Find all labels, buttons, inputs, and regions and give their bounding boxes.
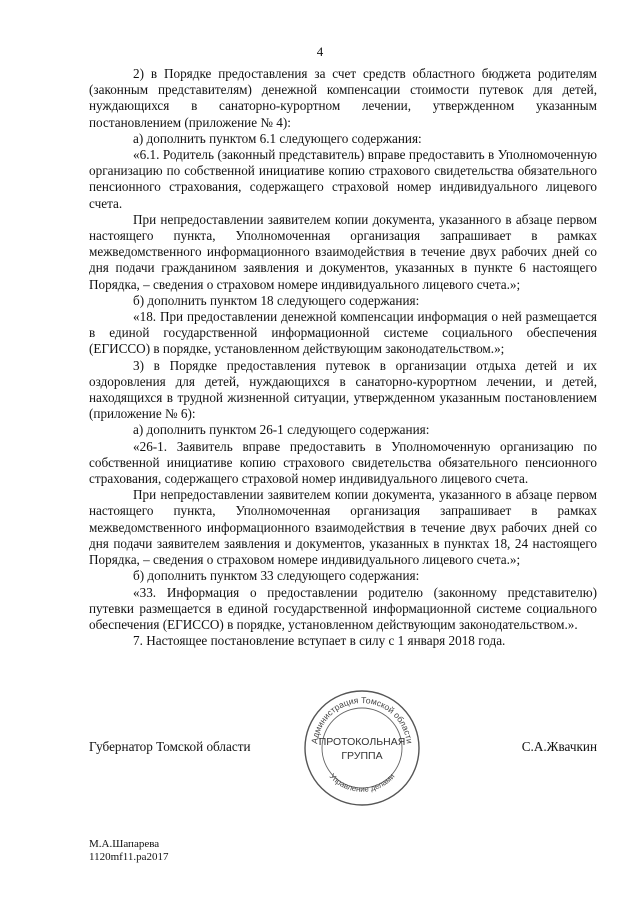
paragraph: б) дополнить пунктом 33 следующего содержания: [133, 568, 420, 584]
paragraph: а) дополнить пунктом 26-1 следующего содержания: [133, 422, 430, 438]
page-number: 4 [316, 44, 324, 59]
stamp-bottom-text: Управление делами [327, 771, 397, 794]
paragraph: При непредоставлении заявителем копии документа, указанного в абзаце первом настоящего пункта, Уполномоченная организация запрашивает в рамках межведомственного информационного взаимодействия в течение двух рабочих дней со дня подачи гражданином заявления и документов, указанных в пункте 6 настоящего Порядка, – сведения о страховом номере индивидуального лицевого счета.»; [89, 211, 597, 292]
footer-author: М.А.Шапарева [89, 838, 160, 850]
footer [89, 838, 169, 864]
document-body [89, 66, 597, 649]
paragraph: «26-1. Заявитель вправе предоставить в Уполномоченную организацию по собственной инициативе копию страхового свидетельства обязательного пенсионного страхования, содержащего страховой номер индивидуального лицевого счета. [89, 438, 597, 487]
paragraph: При непредоставлении заявителем копии документа, указанного в абзаце первом настоящего пункта, Уполномоченная организация запрашивает в рамках межведомственного информационного взаимодействия в течение двух рабочих дней со дня подачи заявителем заявления и документов, указанных в пунктах 18, 24 настоящего Порядка, – сведения о страховом номере индивидуального лицевого счета.»; [89, 487, 597, 568]
paragraph: 7. Настоящее постановление вступает в силу с 1 января 2018 года. [133, 633, 506, 649]
paragraph: 2) в Порядке предоставления за счет средств областного бюджета родителям (законным представителям) денежной компенсации стоимости путевок для детей, нуждающихся в санаторно-курортном лечении, утвержденном указанным постановлением (приложение № 4): [89, 66, 597, 130]
signatory-position: Губернатор Томской области [89, 739, 251, 754]
official-stamp [302, 688, 422, 808]
stamp-center-line1: ПРОТОКОЛЬНАЯ [318, 736, 406, 748]
stamp-center-line2: ГРУППА [341, 750, 383, 762]
paragraph: б) дополнить пунктом 18 следующего содержания: [133, 292, 420, 308]
paragraph: «6.1. Родитель (законный представитель) вправе предоставить в Уполномоченную организацию по собственной инициативе копию страхового свидетельства обязательного пенсионного страхования, содержащего страховой номер индивидуального лицевого счета. [89, 147, 597, 211]
paragraph: «33. Информация о предоставлении родителю (законному представителю) путевки размещается в единой государственной информационной системе социального обеспечения (ЕГИССО) в порядке, установленном действующим законодательством.». [89, 584, 597, 632]
stamp-outer-text: Администрация Томской области [309, 694, 415, 745]
paragraph: «18. При предоставлении денежной компенсации информация о ней размещается в единой государственной информационной системе социального обеспечения (ЕГИССО) в порядке, установленном действующим законодательством.»; [89, 309, 597, 357]
paragraph: а) дополнить пунктом 6.1 следующего содержания: [133, 130, 422, 146]
paragraph: 3) в Порядке предоставления путевок в организации отдыха детей и их оздоровления для детей, нуждающихся в санаторно-курортном лечении, и детей, находящихся в трудной жизненной ситуации, утвержденном указанным постановлением (приложение № 6): [89, 357, 597, 422]
signatory-name: С.А.Жвачкин [521, 739, 597, 754]
footer-doc-code: 1120mf11.pa2017 [89, 851, 169, 863]
